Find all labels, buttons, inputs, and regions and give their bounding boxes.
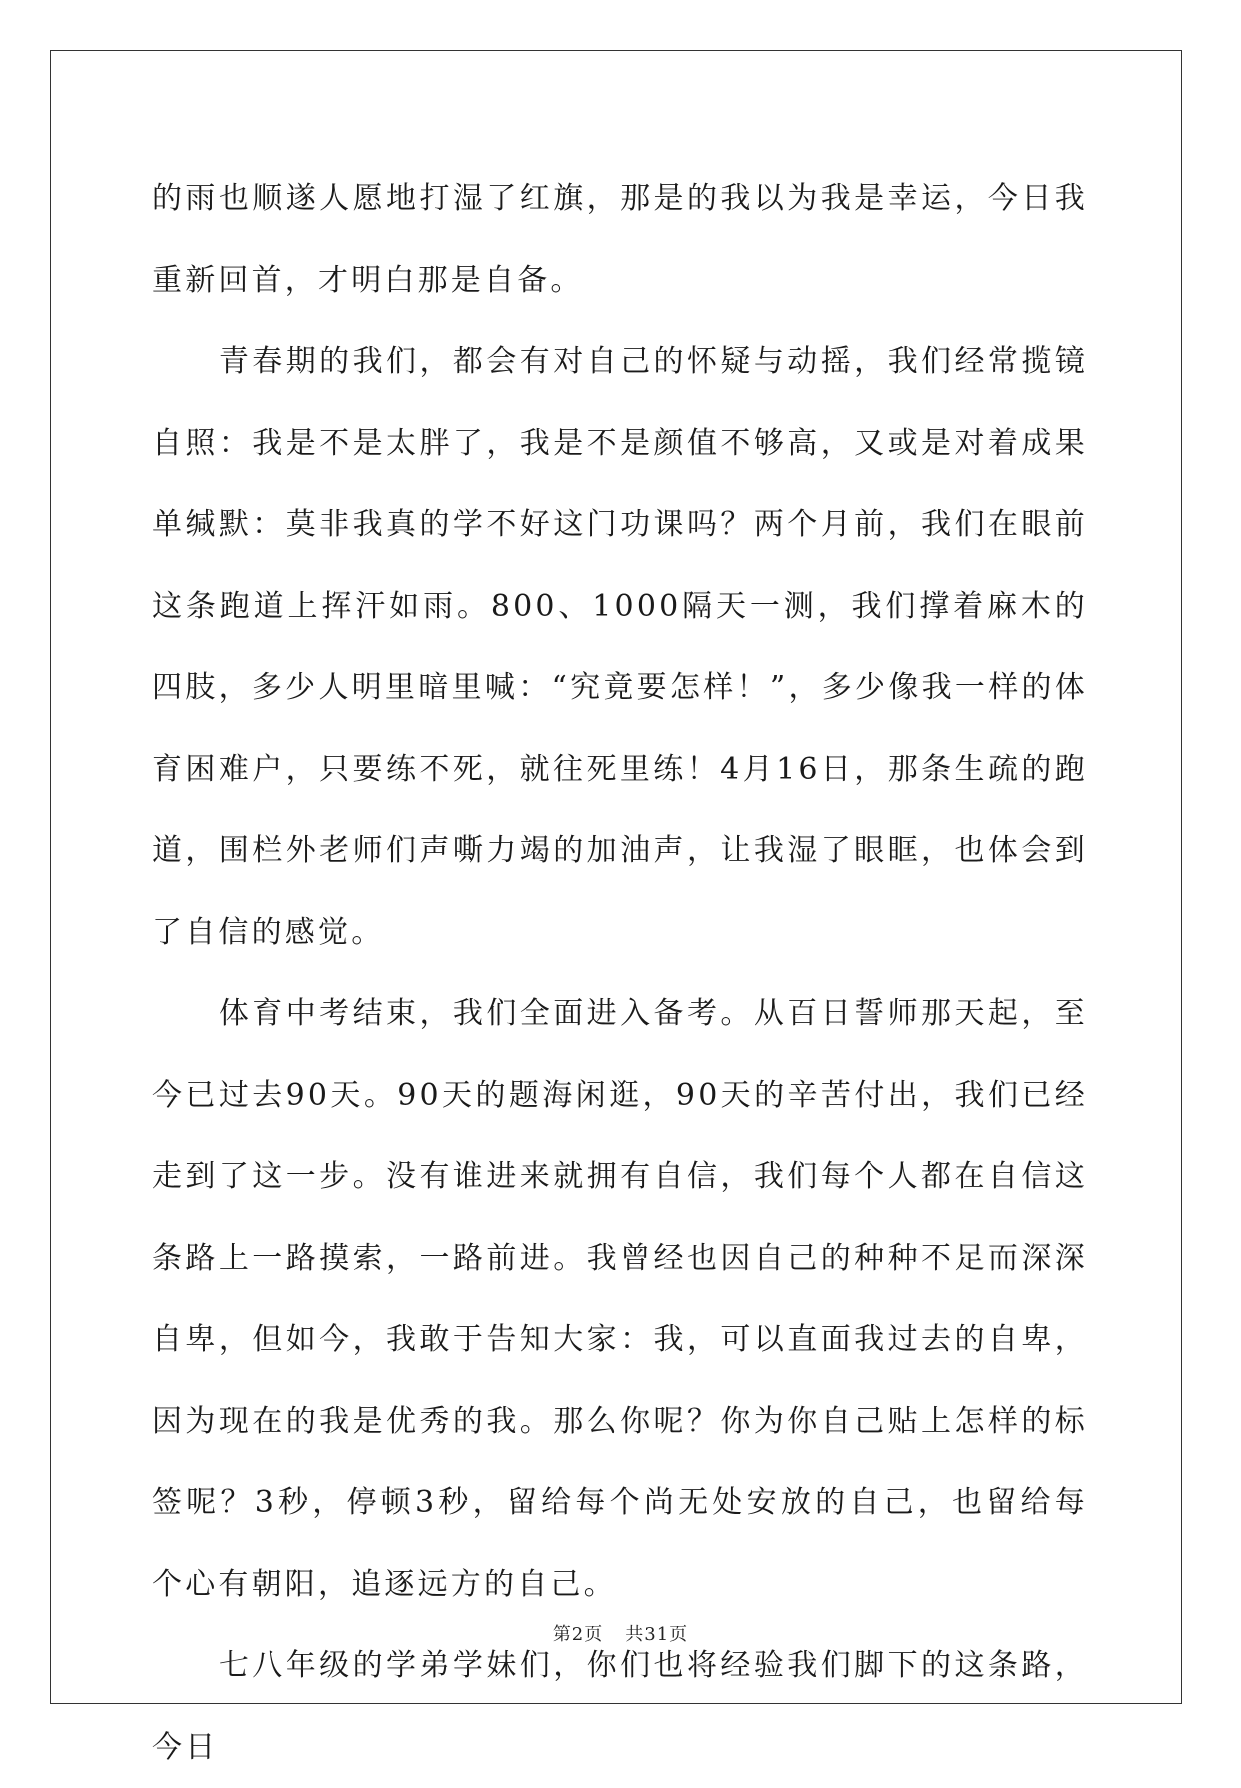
paragraph: 体育中考结束，我们全面进入备考。从百日誓师那天起，至今已过去90天。90天的题海闲逛，90天的辛苦付出，我们已经走到了这一步。没有谁进来就拥有自信，我们每个人都在自信这条路上一路摸索，一路前进。我曾经也因自己的种种不足而深深自卑，但如今，我敢于告知大家：我，可以直面我过去的自卑，因为现在的我是优秀的我。那么你呢？你为你自己贴上怎样的标签呢？3秒，停顿3秒，留给每个尚无处安放的自己，也留给每个心有朝阳，追逐远方的自己。 xyxy=(152,996,1088,1602)
paragraph: 青春期的我们，都会有对自己的怀疑与动摇，我们经常揽镜自照：我是不是太胖了，我是不是颜值不够高，又或是对着成果单缄默：莫非我真的学不好这门功课吗？两个月前，我们在眼前这条跑道上挥汗如雨。800、1000隔天一测，我们撑着麻木的四肢，多少人明里暗里喊：“究竟要怎样！”，多少像我一样的体育困难户，只要练不死，就往死里练！4月16日，那条生疏的跑道，围栏外老师们声嘶力竭的加油声，让我湿了眼眶，也体会到了自信的感觉。 xyxy=(152,344,1088,950)
paragraph: 七八年级的学弟学妹们，你们也将经验我们脚下的这条路，今日 xyxy=(152,1648,1088,1765)
page-footer xyxy=(0,1620,1241,1646)
page-total: 共31页 xyxy=(625,1624,689,1645)
document-body xyxy=(152,158,1088,1788)
paragraph: 的雨也顺遂人愿地打湿了红旗，那是的我以为我是幸运，今日我重新回首，才明白那是自备。 xyxy=(152,181,1088,298)
page-number: 第2页 xyxy=(552,1624,604,1645)
